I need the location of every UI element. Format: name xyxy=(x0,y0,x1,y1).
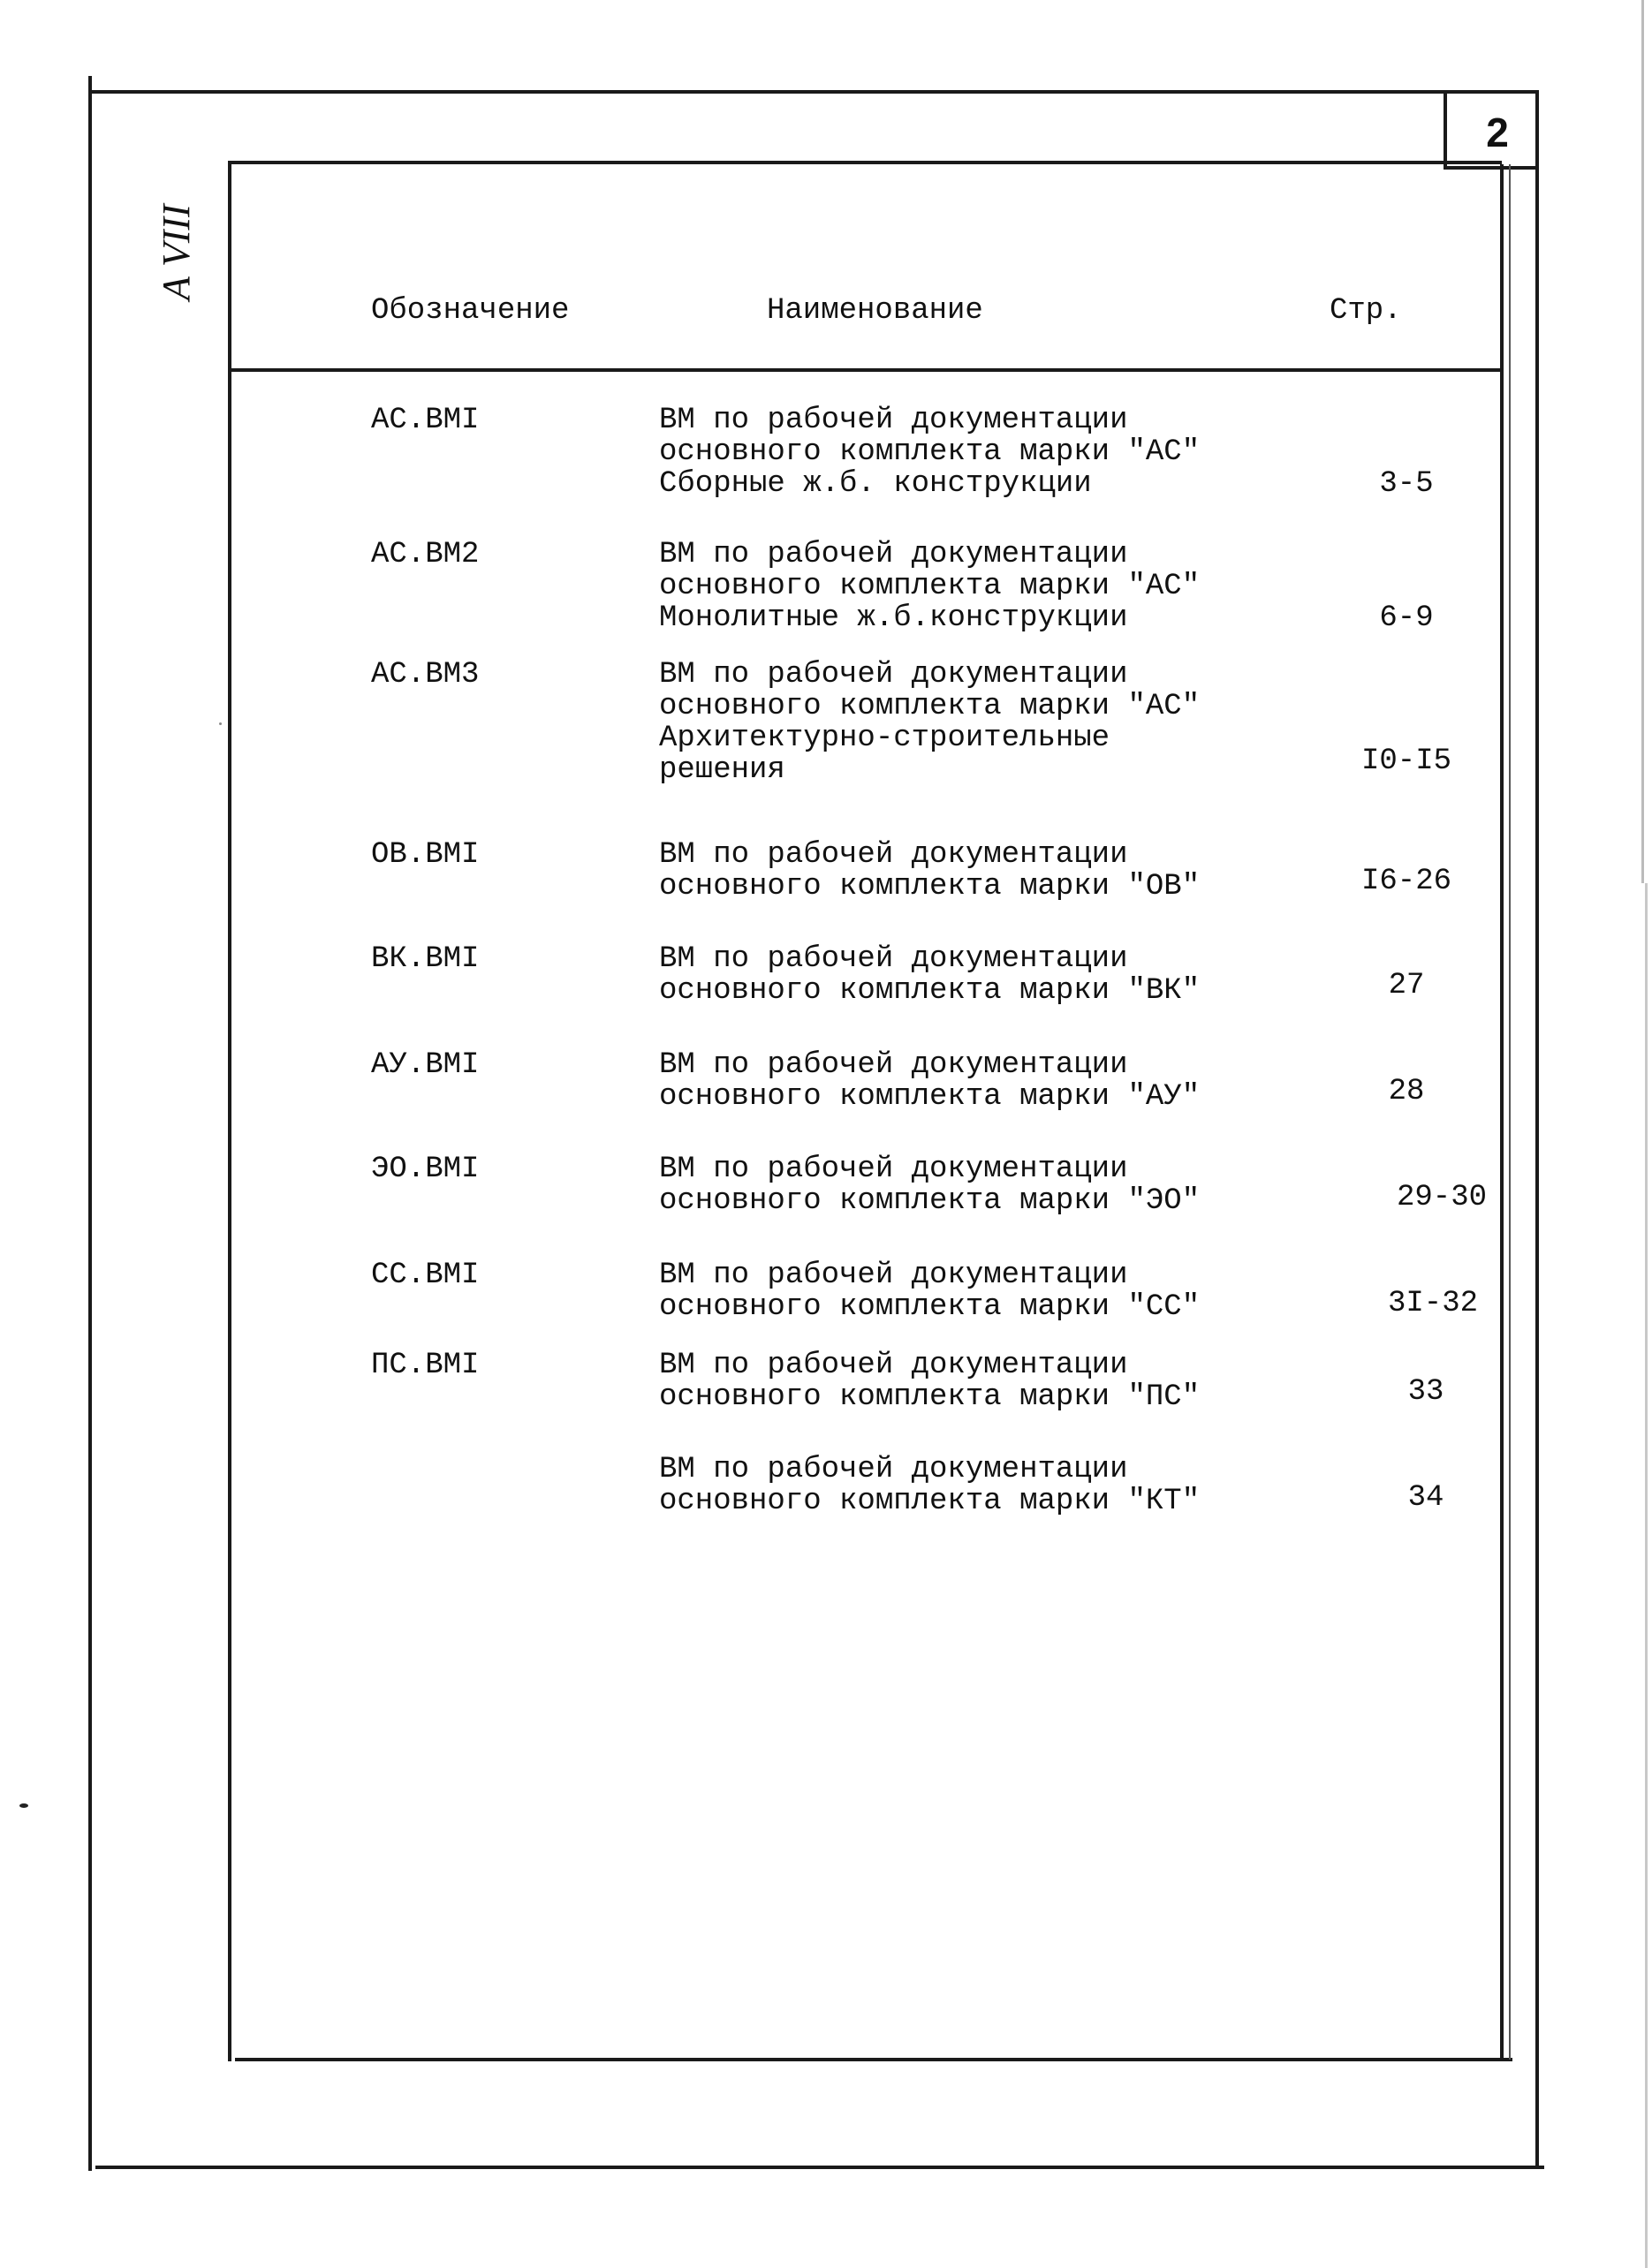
sheet-frame-left xyxy=(88,76,92,2171)
entry-code: ПС.ВМI xyxy=(371,1349,480,1382)
side-mark: А VIII xyxy=(155,204,198,300)
entry-code: ЭО.ВМI xyxy=(371,1153,480,1186)
column-header-pages: Стр. xyxy=(1330,294,1402,328)
entry-name-line: основного комплекта марки "КТ" xyxy=(659,1485,1201,1518)
entry-name-line: ВМ по рабочей документации xyxy=(659,942,1128,976)
column-header-code: Обозначение xyxy=(371,294,570,328)
content-frame-right xyxy=(1500,164,1504,2061)
entry-name-line: основного комплекта марки "АС" xyxy=(659,435,1201,469)
entry-name-line: основного комплекта марки "ЭО" xyxy=(659,1184,1201,1218)
content-frame-right-inner xyxy=(1509,164,1511,2060)
page-box-bottom xyxy=(1444,166,1539,170)
entry-name xyxy=(659,839,1348,903)
scan-edge xyxy=(1645,883,1648,2268)
sheet-frame-right xyxy=(1535,90,1539,2169)
entry-name-line: основного комплекта марки "ОВ" xyxy=(659,870,1201,903)
entry-name-line: ВМ по рабочей документации xyxy=(659,538,1128,571)
entry-name-line: Монолитные ж.б.конструкции xyxy=(659,601,1128,635)
entry-code: АС.ВМ2 xyxy=(371,538,480,571)
entry-name-line: основного комплекта марки "ПС" xyxy=(659,1380,1201,1414)
entry-name-line: решения xyxy=(659,753,785,787)
entry-pages: 3-5 xyxy=(1379,467,1434,501)
entry-pages: I6-26 xyxy=(1360,865,1452,898)
entry-name-line: основного комплекта марки "СС" xyxy=(659,1290,1201,1324)
entry-name-line: ВМ по рабочей документации xyxy=(659,658,1128,692)
entry-name xyxy=(659,1454,1348,1517)
entry-pages: 28 xyxy=(1388,1075,1425,1108)
entry-name xyxy=(659,1153,1348,1217)
entry-name-line: основного комплекта марки "АС" xyxy=(659,690,1201,723)
entry-code: АС.ВМ3 xyxy=(371,658,480,692)
entry-name-line: ВМ по рабочей документации xyxy=(659,1349,1128,1382)
entry-name-line: ВМ по рабочей документации xyxy=(659,404,1128,437)
entry-pages: 3I-32 xyxy=(1387,1287,1479,1320)
entry-name-line: Архитектурно-строительные xyxy=(659,722,1110,755)
column-header-name: Наименование xyxy=(767,294,983,328)
entry-name xyxy=(659,1349,1348,1413)
sheet-frame-bottom xyxy=(95,2166,1544,2169)
scan-speck xyxy=(219,722,222,725)
page-number: 2 xyxy=(1486,110,1509,155)
entry-pages: 27 xyxy=(1388,969,1425,1002)
content-frame-left xyxy=(228,161,231,2061)
entry-pages: 33 xyxy=(1407,1375,1444,1409)
entry-code: ВК.ВМI xyxy=(371,942,480,976)
content-frame-top xyxy=(228,161,1502,164)
entry-pages: 29-30 xyxy=(1396,1181,1488,1214)
entry-pages: I0-I5 xyxy=(1360,745,1452,778)
entry-name-line: ВМ по рабочей документации xyxy=(659,1453,1128,1486)
entry-code: ОВ.ВМI xyxy=(371,838,480,872)
entry-name-line: ВМ по рабочей документации xyxy=(659,1153,1128,1186)
scan-edge xyxy=(1641,0,1644,883)
entry-name-line: ВМ по рабочей документации xyxy=(659,1259,1128,1292)
entry-name-line: основного комплекта марки "АУ" xyxy=(659,1080,1201,1114)
entry-code: АУ.ВМI xyxy=(371,1048,480,1082)
content-frame-bottom xyxy=(235,2058,1512,2061)
entry-name-line: Сборные ж.б. конструкции xyxy=(659,467,1092,501)
entry-pages: 34 xyxy=(1407,1481,1444,1515)
entry-code: СС.ВМI xyxy=(371,1259,480,1292)
entry-name xyxy=(659,659,1348,786)
entry-name xyxy=(659,943,1348,1007)
entry-code: АС.ВМI xyxy=(371,404,480,437)
entry-name xyxy=(659,1049,1348,1113)
page-box-left xyxy=(1444,90,1447,170)
entry-name xyxy=(659,1259,1348,1323)
entry-pages: 6-9 xyxy=(1379,601,1434,635)
entry-name-line: основного комплекта марки "АС" xyxy=(659,570,1201,603)
sheet-frame-top xyxy=(88,90,1539,94)
entry-name-line: ВМ по рабочей документации xyxy=(659,1048,1128,1082)
header-rule xyxy=(231,368,1504,372)
scan-speck xyxy=(19,1803,28,1808)
entry-name-line: ВМ по рабочей документации xyxy=(659,838,1128,872)
entry-name xyxy=(659,404,1348,500)
entry-name xyxy=(659,539,1348,634)
entry-name-line: основного комплекта марки "ВК" xyxy=(659,974,1201,1008)
